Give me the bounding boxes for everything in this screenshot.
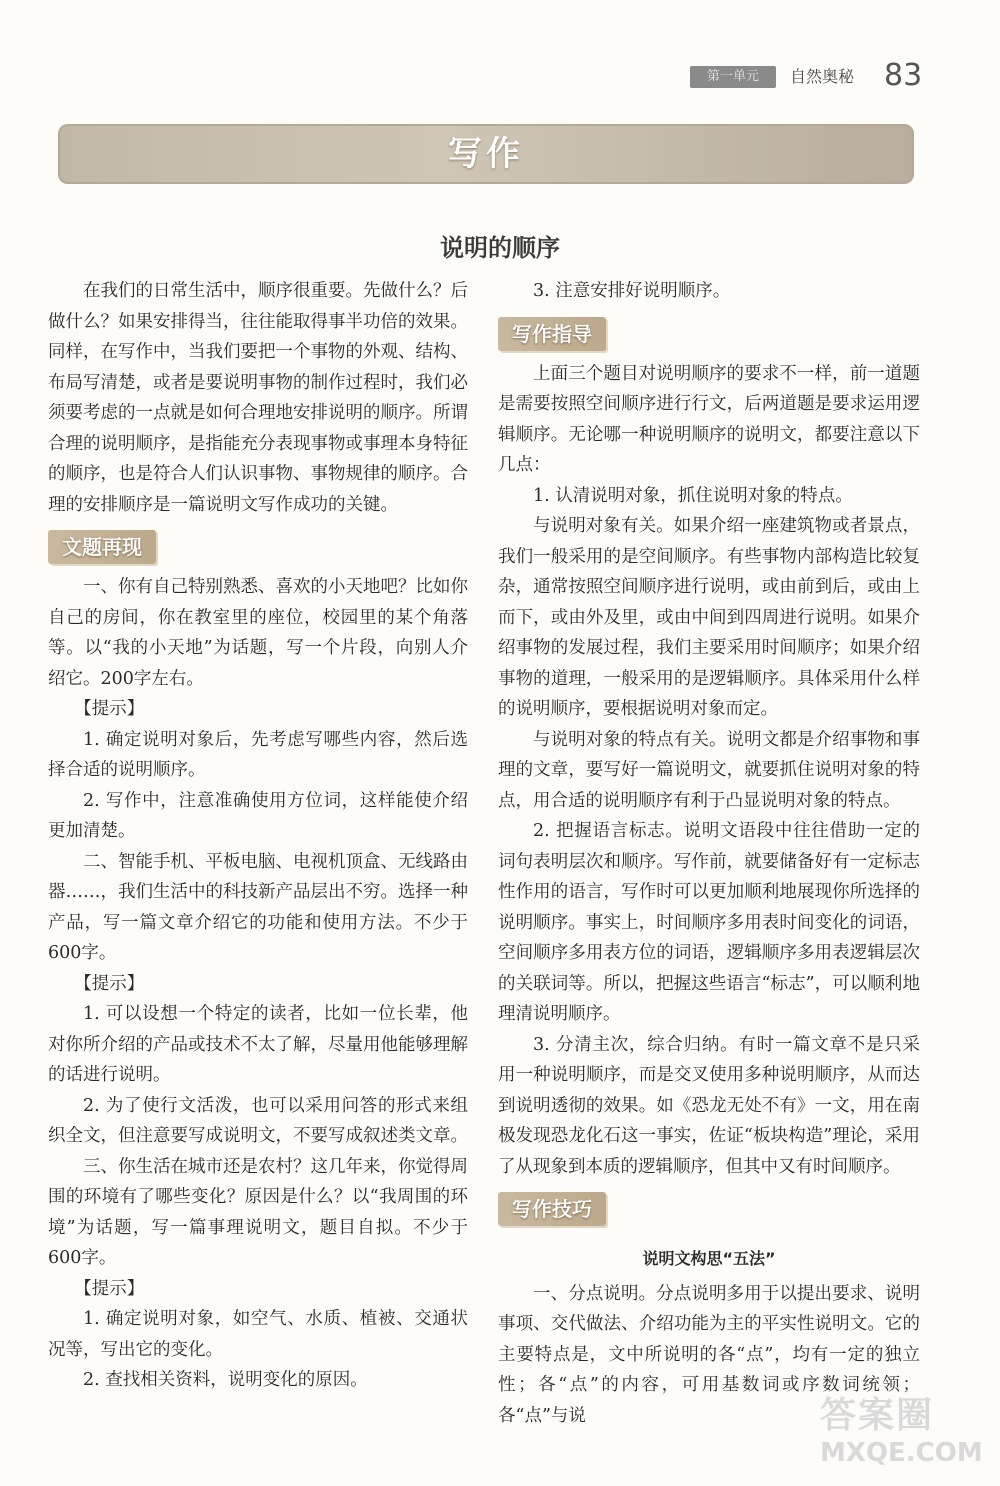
left-column bbox=[48, 276, 468, 1396]
right-column bbox=[498, 276, 920, 1431]
section-heading-guide: 写作指导 bbox=[498, 317, 606, 351]
question-1: 一、你有自己特别熟悉、喜欢的小天地吧？比如你自己的房间，你在教室里的座位，校园里的某个角落等。以“我的小天地”为话题，写一个片段，向别人介绍它。200字左右。 bbox=[48, 577, 468, 689]
q2-hint-2: 2. 为了使行文活泼，也可以采用问答的形式来组织全文，但注意要写成说明文，不要写成叙述类文章。 bbox=[48, 1095, 468, 1146]
guide-point-1-para-2: 与说明对象的特点有关。说明文都是介绍事物和事理的文章，要写好一篇说明文，就要抓住说明对象的特点，用合适的说明顺序有利于凸显说明对象的特点。 bbox=[498, 729, 920, 811]
method-1: 一、分点说明。分点说明多用于以提出要求、说明事项、交代做法、介绍功能为主的平实性说明文。它的主要特点是，文中所说明的各“点”，均有一定的独立性；各“点”的内容，可用基数词或序数词统领；各“点”与说 bbox=[498, 1283, 920, 1426]
q2-hint-1: 1. 可以设想一个特定的读者，比如一位长辈，他对你所介绍的产品或技术不太了解，尽量用他能够理解的话进行说明。 bbox=[48, 1004, 468, 1085]
unit-name: 自然奥秘 bbox=[790, 67, 855, 86]
q3-hint-2: 2. 查找相关资料，说明变化的原因。 bbox=[83, 1370, 368, 1390]
skills-subtitle: 说明文构思“五法” bbox=[642, 1249, 776, 1268]
article-title: 说明的顺序 bbox=[440, 234, 560, 262]
chapter-title: 写作 bbox=[448, 134, 524, 174]
intro-paragraph: 在我们的日常生活中，顺序很重要。先做什么？后做什么？如果安排得当，往往能取得事半功倍的效果。同样，在写作中，当我们要把一个事物的外观、结构、布局写清楚，或者是要说明事物的制作过程时，我们必须要考虑的一点就是如何合理地安排说明的顺序。所谓合理的说明顺序，是指能充分表现事物或事理本身特征的顺序，也是符合人们认识事物、事物规律的顺序。合理的安排顺序是一篇说明文写作成功的关键。 bbox=[48, 281, 468, 515]
q1-hint-1: 1. 确定说明对象后，先考虑写哪些内容，然后选择合适的说明顺序。 bbox=[48, 729, 468, 780]
section-heading-prompts: 文题再现 bbox=[48, 530, 156, 564]
guide-point-1: 1. 认清说明对象，抓住说明对象的特点。 bbox=[533, 485, 853, 506]
hint-label-2: 【提示】 bbox=[74, 973, 145, 994]
question-2: 二、智能手机、平板电脑、电视机顶盒、无线路由器……，我们生活中的科技新产品层出不穷。选择一种产品，写一篇文章介绍它的功能和使用方法。不少于600字。 bbox=[48, 851, 468, 963]
q3-hint-3: 3. 注意安排好说明顺序。 bbox=[533, 281, 731, 301]
page-number: 83 bbox=[884, 58, 923, 93]
guide-point-2: 2. 把握语言标志。说明文语段中往往借助一定的词句表明层次和顺序。写作前，就要储备好有一定标志性作用的语言，写作时可以更加顺利地展现你所选择的说明顺序。事实上，时间顺序多用表时间变化的词语，空间顺序多用表方位的词语，逻辑顺序多用表逻辑层次的关联词等。所以，把握这些语言“标志”，可以顺利地理清说明顺序。 bbox=[498, 821, 920, 1024]
hint-label-1: 【提示】 bbox=[74, 699, 145, 719]
section-heading-skills: 写作技巧 bbox=[498, 1192, 606, 1226]
guide-point-3: 3. 分清主次，综合归纳。有时一篇文章不是只采用一种说明顺序，而是交叉使用多种说明顺序，从而达到说明透彻的效果。如《恐龙无处不有》一文，用在南极发现恐龙化石这一事实，佐证“板块构造”理论，采用了从现象到本质的逻辑顺序，但其中又有时间顺序。 bbox=[498, 1034, 920, 1177]
unit-tag: 第一单元 bbox=[690, 66, 776, 88]
chapter-banner bbox=[58, 124, 914, 184]
watermark-text-cn: 答案圈 bbox=[820, 1395, 935, 1436]
q1-hint-2: 2. 写作中，注意准确使用方位词，这样能使介绍更加清楚。 bbox=[48, 790, 468, 841]
question-3: 三、你生活在城市还是农村？这几年来，你觉得周围的环境有了哪些变化？原因是什么？以“我周围的环境”为话题，写一篇事理说明文，题目自拟。不少于600字。 bbox=[48, 1156, 468, 1268]
watermark-logo bbox=[820, 1394, 990, 1474]
hint-label-3: 【提示】 bbox=[74, 1278, 145, 1299]
guide-intro: 上面三个题目对说明顺序的要求不一样，前一道题是需要按照空间顺序进行行文，后两道题是要求运用逻辑顺序。无论哪一种说明顺序的说明文，都要注意以下几点： bbox=[498, 363, 920, 475]
watermark-text-url: MXQE.COM bbox=[820, 1438, 983, 1468]
guide-point-1-para-1: 与说明对象有关。如果介绍一座建筑物或者景点，我们一般采用的是空间顺序。有些事物内部构造比较复杂，通常按照空间顺序进行说明，或由前到后，或由上而下，或由外及里，或由中间到四周进行说明。如果介绍事物的发展过程，我们主要采用时间顺序；如果介绍事物的道理，一般采用的是逻辑顺序。具体采用什么样的说明顺序，要根据说明对象而定。 bbox=[498, 516, 920, 719]
q3-hint-1: 1. 确定说明对象，如空气、水质、植被、交通状况等，写出它的变化。 bbox=[48, 1309, 468, 1360]
